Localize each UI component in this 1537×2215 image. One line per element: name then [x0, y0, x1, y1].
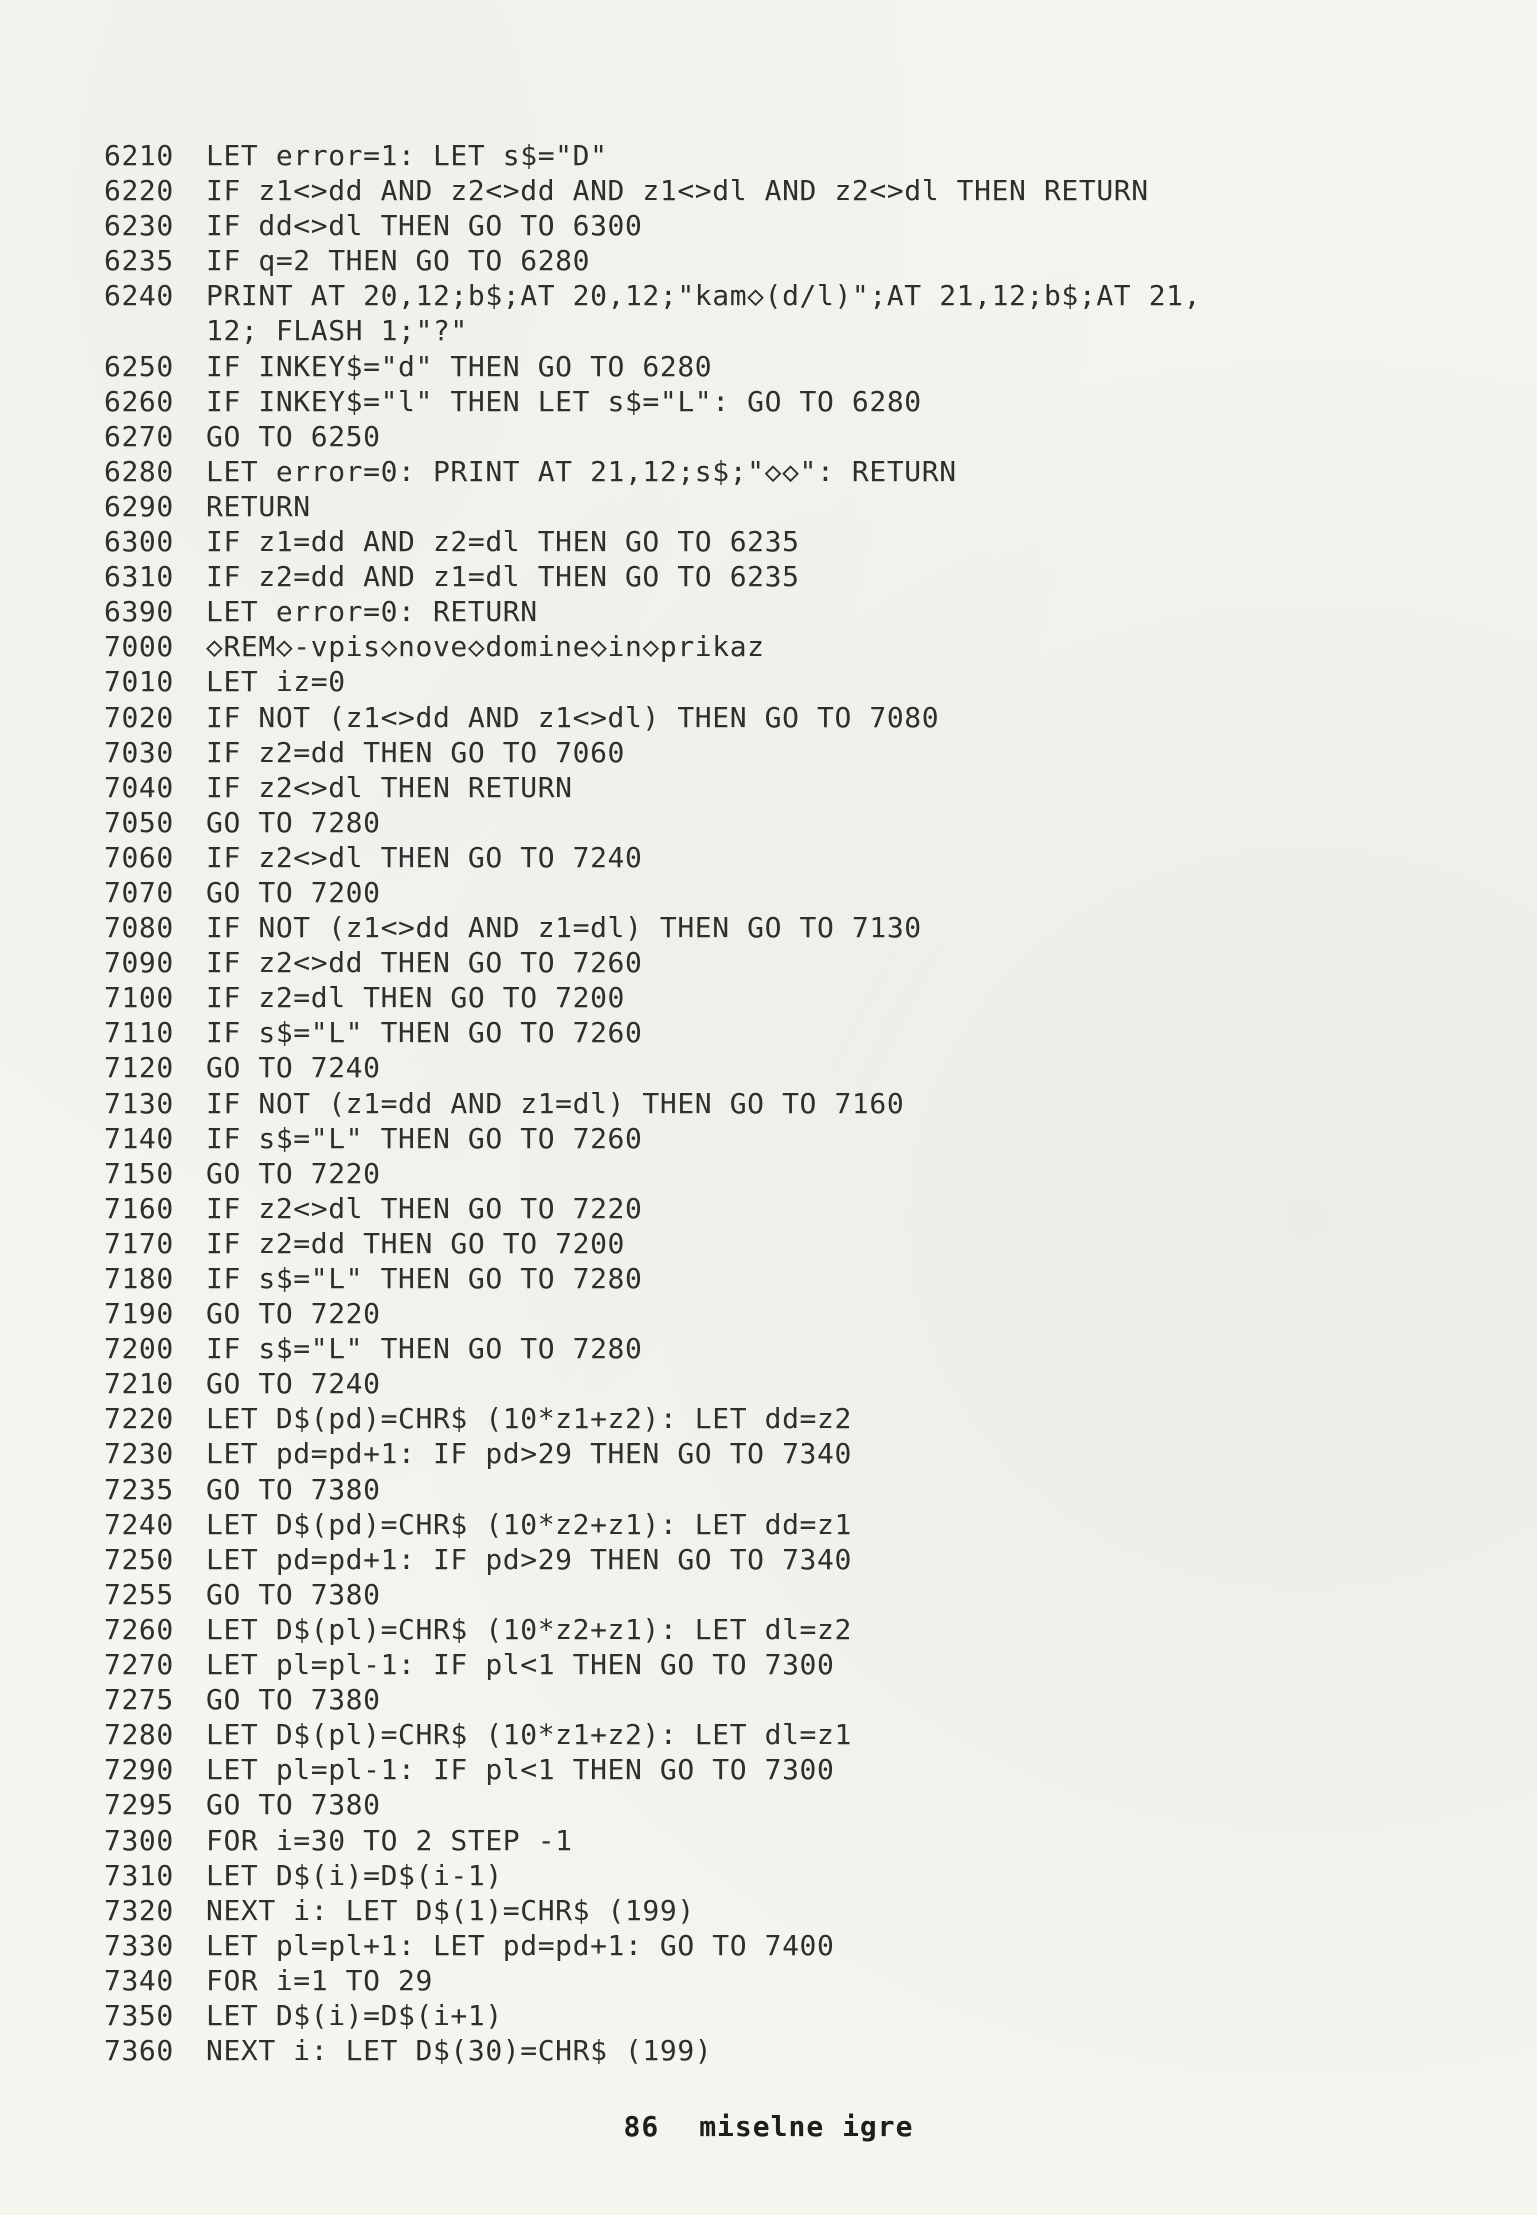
line-number: 7255 — [104, 1577, 174, 1611]
code-line — [104, 1787, 1424, 1822]
line-number: 7360 — [104, 2034, 174, 2068]
code-line — [104, 875, 1424, 910]
line-code: IF s$="L" THEN GO TO 7260 — [206, 1016, 643, 1050]
code-line — [104, 735, 1424, 770]
line-code: LET error=0: PRINT AT 21,12;s$;"◇◇": RETURN — [206, 454, 957, 488]
line-code: IF INKEY$="d" THEN GO TO 6280 — [206, 349, 713, 383]
line-number: 6300 — [104, 525, 174, 559]
code-line — [104, 1436, 1424, 1471]
code-line — [104, 208, 1424, 243]
code-line — [104, 419, 1424, 454]
code-line — [104, 770, 1424, 805]
line-code: LET pl=pl-1: IF pl<1 THEN GO TO 7300 — [206, 1648, 835, 1682]
code-line — [104, 1050, 1424, 1085]
line-code: LET pd=pd+1: IF pd>29 THEN GO TO 7340 — [206, 1437, 852, 1471]
line-number: 6210 — [104, 139, 174, 172]
line-number: 7010 — [104, 665, 174, 699]
line-number: 7330 — [104, 1928, 174, 1962]
line-code: IF z2<>dd THEN GO TO 7260 — [206, 946, 643, 980]
line-number: 7350 — [104, 1998, 174, 2032]
line-code: IF q=2 THEN GO TO 6280 — [206, 244, 591, 278]
line-number: 7210 — [104, 1367, 174, 1401]
section-title: miselne igre — [699, 2110, 914, 2143]
code-line — [104, 2033, 1424, 2068]
line-number: 7275 — [104, 1683, 174, 1717]
code-line — [104, 629, 1424, 664]
page-number: 86 — [623, 2110, 660, 2143]
line-code: IF s$="L" THEN GO TO 7260 — [206, 1121, 643, 1155]
code-line — [104, 1401, 1424, 1436]
line-code: GO TO 7220 — [206, 1156, 381, 1190]
line-number: 6390 — [104, 595, 174, 629]
line-number: 6220 — [104, 174, 174, 208]
code-line — [104, 278, 1424, 313]
code-line — [104, 489, 1424, 524]
code-line — [104, 1612, 1424, 1647]
line-code: IF z1<>dd AND z2<>dd AND z1<>dl AND z2<>dl THEN RETURN — [206, 174, 1149, 208]
line-number: 7180 — [104, 1262, 174, 1295]
line-number: 7220 — [104, 1402, 174, 1436]
line-code: GO TO 6250 — [206, 419, 381, 453]
code-line — [104, 1086, 1424, 1121]
line-number: 7280 — [104, 1718, 174, 1752]
line-number: 7270 — [104, 1648, 174, 1682]
code-line — [104, 454, 1424, 489]
code-line — [104, 559, 1424, 594]
line-code: IF NOT (z1<>dd AND z1=dl) THEN GO TO 7130 — [206, 911, 922, 945]
line-number: 6290 — [104, 489, 174, 523]
line-number: 7250 — [104, 1542, 174, 1576]
line-code: GO TO 7280 — [206, 805, 381, 839]
line-code: NEXT i: LET D$(30)=CHR$ (199) — [206, 2034, 713, 2068]
line-number: 7160 — [104, 1191, 174, 1225]
line-number: 6280 — [104, 454, 174, 488]
code-line — [104, 1191, 1424, 1226]
code-line — [104, 349, 1424, 384]
line-number: 7260 — [104, 1612, 174, 1646]
line-number: 7090 — [104, 946, 174, 980]
code-line — [104, 1963, 1424, 1998]
code-line — [104, 1717, 1424, 1752]
line-number: 7235 — [104, 1472, 174, 1506]
code-line — [104, 1015, 1424, 1050]
line-number: 7190 — [104, 1297, 174, 1331]
line-code: RETURN — [206, 489, 311, 523]
line-number: 7140 — [104, 1121, 174, 1155]
line-number: 6240 — [104, 279, 174, 313]
line-code: GO TO 7220 — [206, 1297, 381, 1331]
line-code: GO TO 7240 — [206, 1051, 381, 1085]
line-number: 7070 — [104, 875, 174, 909]
code-line — [104, 1121, 1424, 1156]
code-line — [104, 700, 1424, 735]
code-line — [104, 384, 1424, 419]
line-code: GO TO 7380 — [206, 1788, 381, 1822]
code-line — [104, 1542, 1424, 1577]
line-code: ◇REM◇-vpis◇nove◇domine◇in◇prikaz — [206, 630, 765, 664]
line-code: IF NOT (z1=dd AND z1=dl) THEN GO TO 7160 — [206, 1086, 905, 1120]
code-line — [104, 1261, 1424, 1296]
line-code: GO TO 7200 — [206, 875, 381, 909]
line-code: LET D$(i)=D$(i+1) — [206, 1998, 503, 2032]
line-number: 7150 — [104, 1156, 174, 1190]
code-line — [104, 1858, 1424, 1893]
line-code: IF s$="L" THEN GO TO 7280 — [206, 1332, 643, 1366]
line-code: IF INKEY$="l" THEN LET s$="L": GO TO 6280 — [206, 384, 922, 418]
code-line — [104, 910, 1424, 945]
line-code: IF z2=dl THEN GO TO 7200 — [206, 981, 625, 1015]
code-line — [104, 840, 1424, 875]
line-code: IF z2<>dl THEN GO TO 7240 — [206, 840, 643, 874]
line-number: 7295 — [104, 1788, 174, 1822]
code-line — [104, 1682, 1424, 1717]
line-number: 6260 — [104, 384, 174, 418]
code-line — [104, 1331, 1424, 1366]
code-line — [104, 1577, 1424, 1612]
code-line — [104, 138, 1424, 173]
line-code: LET error=1: LET s$="D" — [206, 139, 608, 172]
line-code: IF z2=dd THEN GO TO 7060 — [206, 735, 625, 769]
line-code: IF dd<>dl THEN GO TO 6300 — [206, 209, 643, 243]
line-number: 6310 — [104, 560, 174, 594]
code-line — [104, 1507, 1424, 1542]
code-line — [104, 1752, 1424, 1787]
code-line — [104, 1998, 1424, 2033]
code-line — [104, 594, 1424, 629]
code-line — [104, 664, 1424, 699]
code-line — [104, 1226, 1424, 1261]
code-line — [104, 1156, 1424, 1191]
basic-program-listing — [104, 138, 1424, 2068]
line-number: 7080 — [104, 911, 174, 945]
code-line — [104, 1823, 1424, 1858]
code-line — [104, 173, 1424, 208]
line-code: GO TO 7380 — [206, 1683, 381, 1717]
line-number: 6270 — [104, 419, 174, 453]
line-number: 7290 — [104, 1753, 174, 1787]
line-code: IF z2=dd THEN GO TO 7200 — [206, 1226, 625, 1260]
line-code: LET iz=0 — [206, 665, 346, 699]
line-number: 7240 — [104, 1507, 174, 1541]
line-number: 7020 — [104, 700, 174, 734]
code-line-continuation — [104, 313, 1424, 348]
line-code: IF z1=dd AND z2=dl THEN GO TO 6235 — [206, 525, 800, 559]
code-line — [104, 945, 1424, 980]
line-code: GO TO 7380 — [206, 1472, 381, 1506]
line-number: 7340 — [104, 1963, 174, 1997]
line-code: LET D$(i)=D$(i-1) — [206, 1858, 503, 1892]
line-number: 7310 — [104, 1858, 174, 1892]
line-number: 7100 — [104, 981, 174, 1015]
line-number: 7130 — [104, 1086, 174, 1120]
code-line — [104, 980, 1424, 1015]
line-code: LET D$(pd)=CHR$ (10*z1+z2): LET dd=z2 — [206, 1402, 852, 1436]
line-code: IF z2<>dl THEN RETURN — [206, 770, 573, 804]
code-line — [104, 1296, 1424, 1331]
page-footer — [0, 2110, 1537, 2143]
line-number: 7050 — [104, 805, 174, 839]
line-code: IF z2=dd AND z1=dl THEN GO TO 6235 — [206, 560, 800, 594]
code-line — [104, 1366, 1424, 1401]
line-code: LET error=0: RETURN — [206, 595, 538, 629]
line-number: 7230 — [104, 1437, 174, 1471]
line-code: IF s$="L" THEN GO TO 7280 — [206, 1262, 643, 1295]
line-code: LET pd=pd+1: IF pd>29 THEN GO TO 7340 — [206, 1542, 852, 1576]
line-number: 7300 — [104, 1823, 174, 1857]
line-code: IF NOT (z1<>dd AND z1<>dl) THEN GO TO 7080 — [206, 700, 940, 734]
line-number: 7040 — [104, 770, 174, 804]
line-number: 7000 — [104, 630, 174, 664]
line-number: 7170 — [104, 1226, 174, 1260]
code-line — [104, 1928, 1424, 1963]
line-code: LET D$(pl)=CHR$ (10*z1+z2): LET dl=z1 — [206, 1718, 852, 1752]
line-code: LET D$(pl)=CHR$ (10*z2+z1): LET dl=z2 — [206, 1612, 852, 1646]
line-code: FOR i=30 TO 2 STEP -1 — [206, 1823, 573, 1857]
line-code: LET pl=pl+1: LET pd=pd+1: GO TO 7400 — [206, 1928, 835, 1962]
line-code: LET pl=pl-1: IF pl<1 THEN GO TO 7300 — [206, 1753, 835, 1787]
line-code: IF z2<>dl THEN GO TO 7220 — [206, 1191, 643, 1225]
code-line — [104, 1893, 1424, 1928]
code-line — [104, 1472, 1424, 1507]
line-code: PRINT AT 20,12;b$;AT 20,12;"kam◇(d/l)";AT 21,12;b$;AT 21, — [206, 279, 1202, 313]
line-code: LET D$(pd)=CHR$ (10*z2+z1): LET dd=z1 — [206, 1507, 852, 1541]
line-number: 7110 — [104, 1016, 174, 1050]
code-line — [104, 805, 1424, 840]
line-number: 7060 — [104, 840, 174, 874]
line-number: 6235 — [104, 244, 174, 278]
line-code: GO TO 7380 — [206, 1577, 381, 1611]
code-line — [104, 524, 1424, 559]
code-line — [104, 1647, 1424, 1682]
line-number: 6230 — [104, 209, 174, 243]
line-number: 7320 — [104, 1893, 174, 1927]
line-code: NEXT i: LET D$(1)=CHR$ (199) — [206, 1893, 695, 1927]
line-code: FOR i=1 TO 29 — [206, 1963, 433, 1997]
line-number: 6250 — [104, 349, 174, 383]
line-number: 7120 — [104, 1051, 174, 1085]
line-number: 7030 — [104, 735, 174, 769]
code-line — [104, 243, 1424, 278]
line-code: 12; FLASH 1;"?" — [206, 314, 468, 348]
line-number: 7200 — [104, 1332, 174, 1366]
line-code: GO TO 7240 — [206, 1367, 381, 1401]
